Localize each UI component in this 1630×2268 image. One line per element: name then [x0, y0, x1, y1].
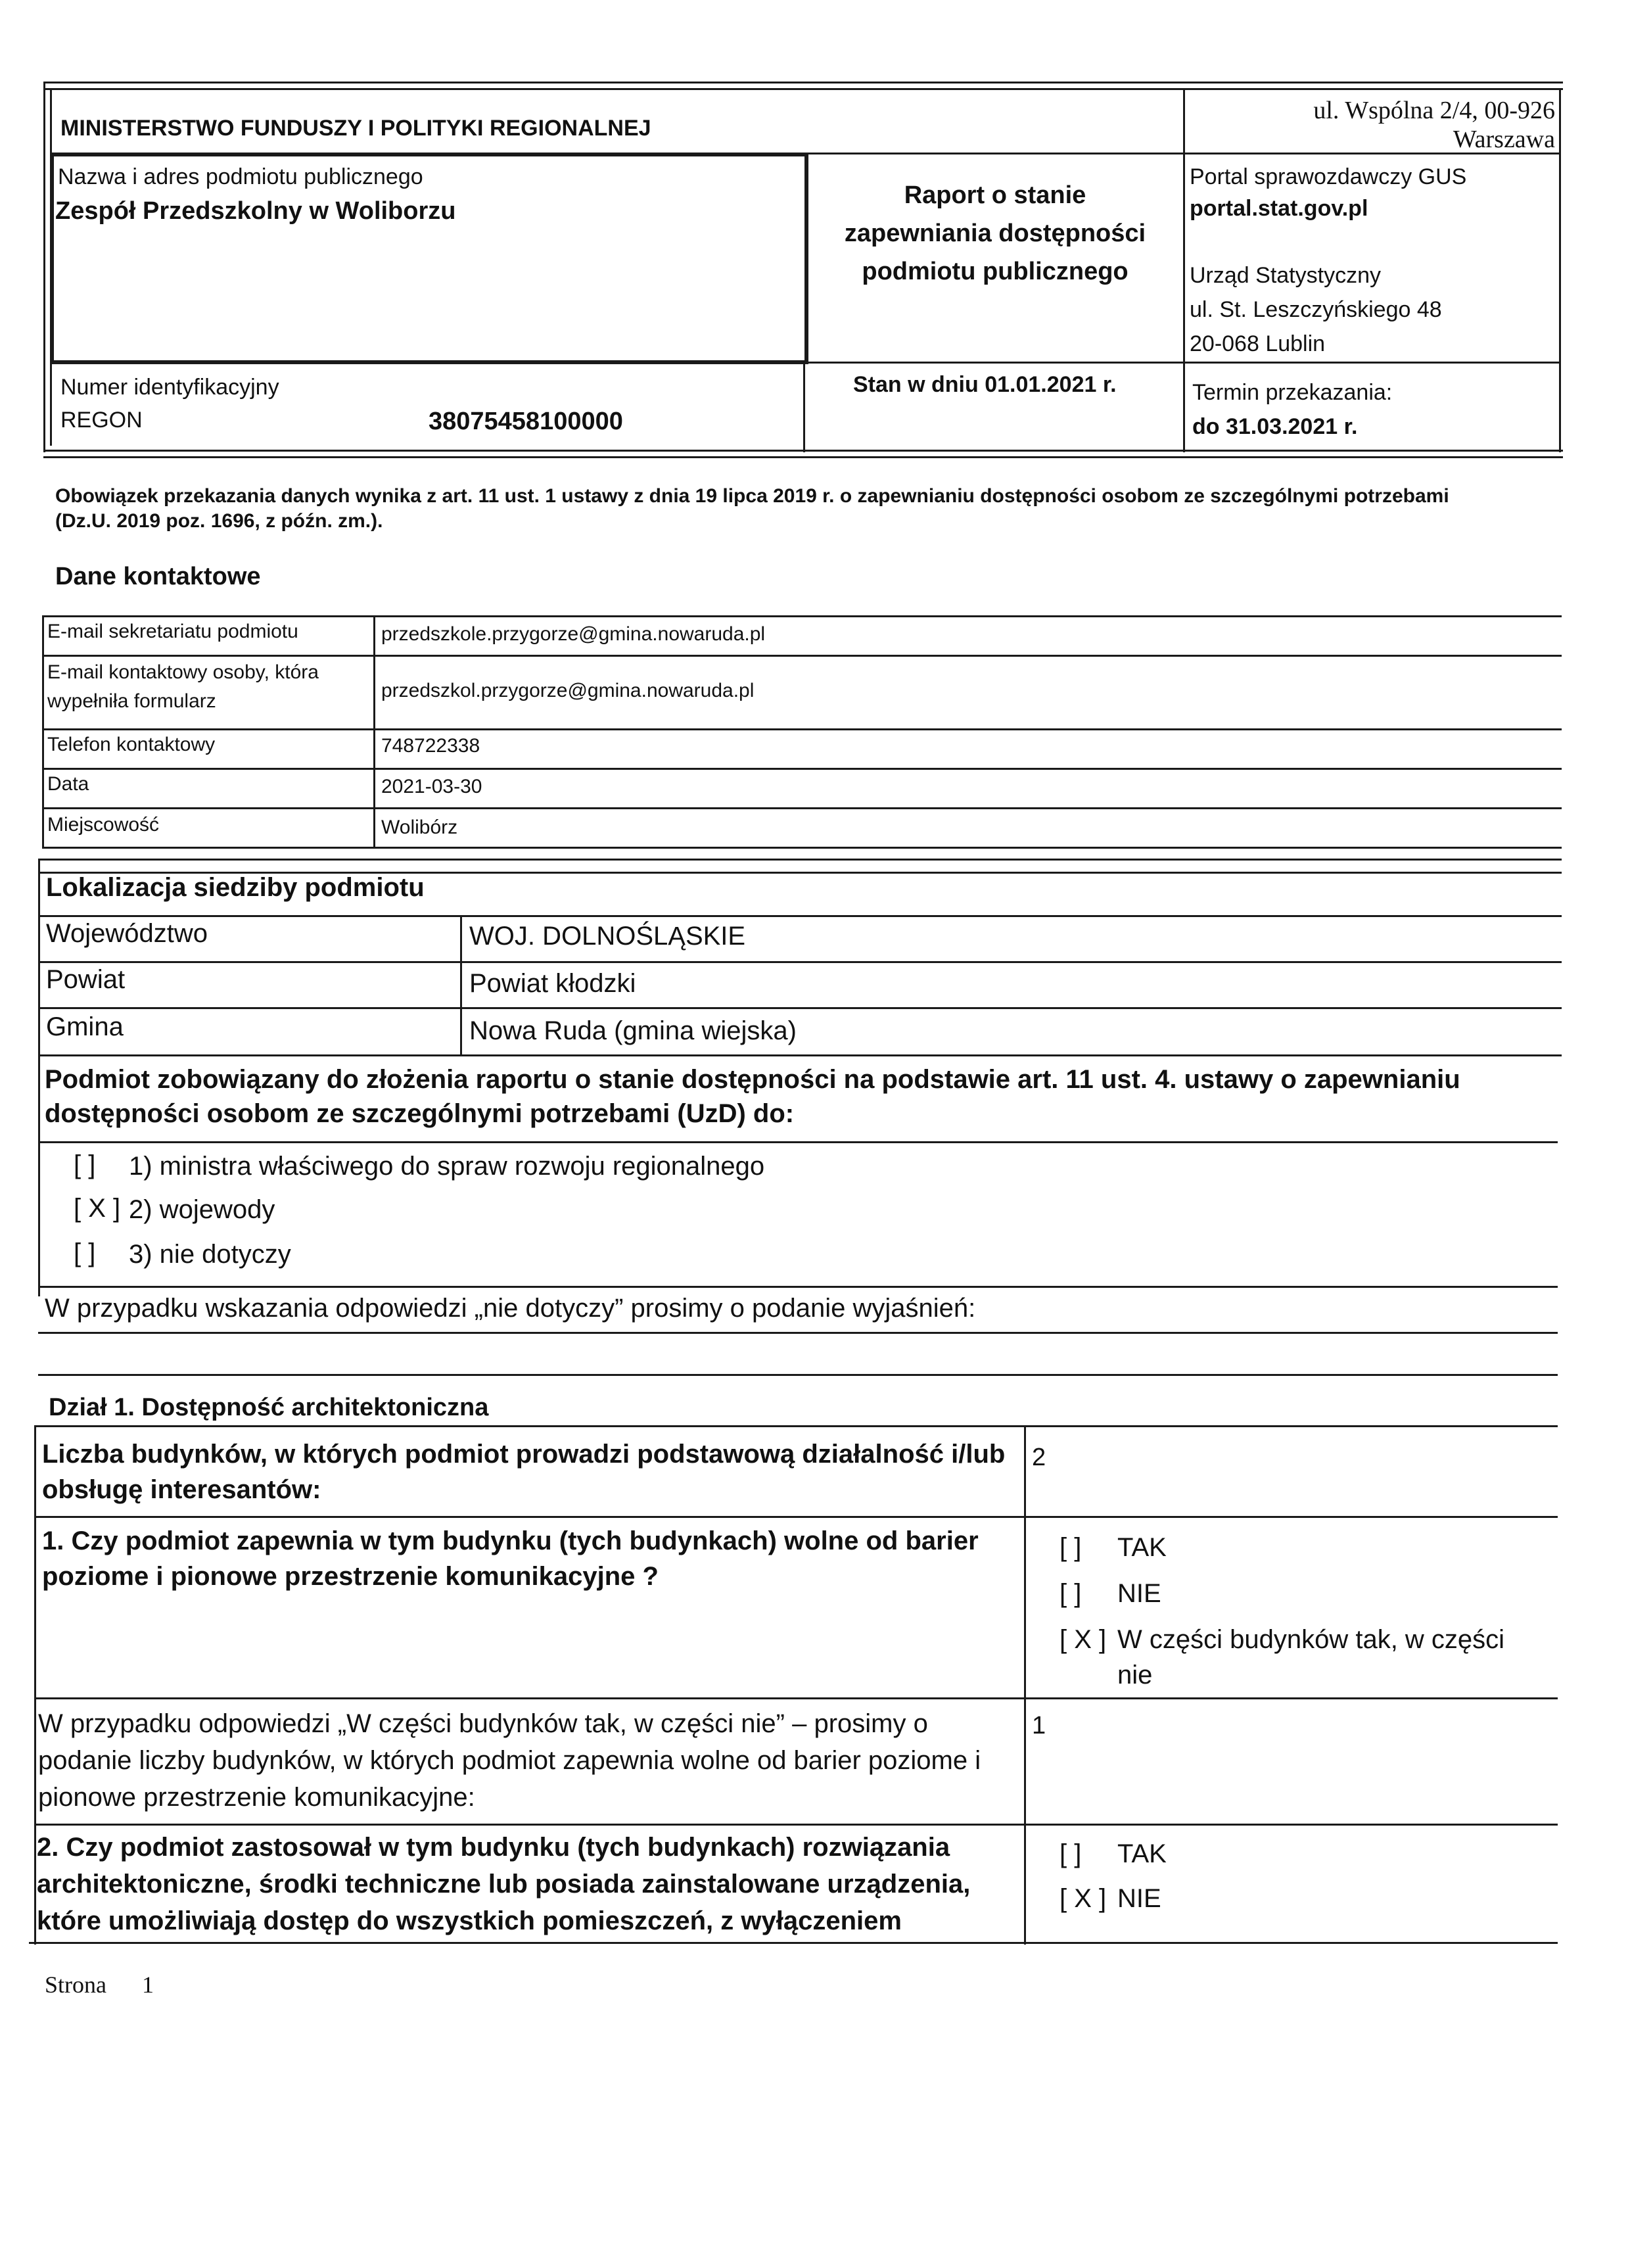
report-title-line3: podmiotu publicznego [862, 258, 1129, 285]
location-line [38, 859, 1562, 861]
location-line [38, 915, 1562, 917]
obligation-text-line1: Podmiot zobowiązany do złożenia raportu o stanie dostępności na podstawie art. 11 ust. 4. ustawy o zapewnianiu [45, 1065, 1460, 1094]
obligation-line [38, 1286, 1558, 1288]
q1-option-label: W części budynków tak, w części [1117, 1625, 1505, 1654]
q1-option-label-cont: nie [1117, 1661, 1153, 1689]
obligation-line [38, 1332, 1558, 1334]
header-left-border [43, 82, 45, 452]
location-value: WOJ. DOLNOŚLĄSKIE [469, 922, 746, 951]
contact-label: E-mail kontaktowy osoby, która [47, 661, 319, 683]
location-line [38, 1054, 1562, 1056]
contact-value: 2021-03-30 [381, 776, 482, 797]
partial-question-line2: podanie liczby budynków, w których podmiot zapewnia wolne od barier poziome i [38, 1746, 981, 1775]
buildings-question-line1: Liczba budynków, w których podmiot prowadzi podstawową działalność i/lub [42, 1440, 1006, 1469]
location-value: Powiat kłodzki [469, 969, 636, 998]
page-label: Strona [45, 1972, 106, 1998]
partial-question-line3: pionowe przestrzenie komunikacyjne: [38, 1783, 475, 1812]
contact-label: Telefon kontaktowy [47, 734, 216, 755]
entity-label: Nazwa i adres podmiotu publicznego [58, 164, 423, 189]
buildings-value: 2 [1032, 1444, 1046, 1471]
location-line [38, 1007, 1562, 1009]
section1-line [34, 1516, 1558, 1518]
contact-label: Miejscowość [47, 814, 160, 836]
q2-line3: które umożliwiają dostęp do wszystkich pomieszczeń, z wyłączeniem [37, 1906, 902, 1935]
q1-option-mark: [ X ] [1060, 1625, 1107, 1654]
contact-label: E-mail sekretariatu podmiotu [47, 621, 298, 642]
partial-value: 1 [1032, 1712, 1046, 1739]
regon-label: REGON [60, 408, 143, 433]
q2-option-mark: [ ] [1060, 1839, 1082, 1868]
location-label: Gmina [46, 1012, 124, 1041]
contact-line [42, 807, 1562, 809]
section1-line [34, 1697, 1558, 1699]
contact-value: przedszkole.przygorze@gmina.nowaruda.pl [381, 623, 766, 645]
buildings-question-line2: obsługę interesantów: [42, 1475, 321, 1504]
option-mark: [ ] [74, 1150, 96, 1179]
option-label: 1) ministra właściwego do spraw rozwoju regionalnego [129, 1152, 765, 1181]
contact-left-border [42, 615, 44, 849]
ministry-address-line1: ul. Wspólna 2/4, 00-926 [1313, 97, 1555, 124]
partial-question-line1: W przypadku odpowiedzi „W części budynków tak, w części nie” – prosimy o [38, 1709, 928, 1738]
legal-note-line2: (Dz.U. 2019 poz. 1696, z późn. zm.). [55, 510, 383, 532]
contact-value: 748722338 [381, 735, 480, 757]
contact-line [42, 655, 1562, 657]
office-line3: 20-068 Lublin [1190, 331, 1326, 356]
explain-prompt: W przypadku wskazania odpowiedzi „nie dotyczy” prosimy o podanie wyjaśnień: [45, 1294, 976, 1323]
q2-option-label: TAK [1117, 1839, 1167, 1868]
explanation-field[interactable] [45, 1336, 1550, 1371]
location-label: Województwo [46, 919, 208, 948]
report-title-line2: zapewniania dostępności [844, 220, 1146, 247]
deadline-value: do 31.03.2021 r. [1192, 414, 1358, 439]
q1-line1: 1. Czy podmiot zapewnia w tym budynku (tych budynkach) wolne od barier [42, 1526, 979, 1555]
contact-line [42, 615, 1562, 617]
contact-heading: Dane kontaktowe [55, 563, 261, 590]
contact-column-divider [373, 615, 375, 849]
location-label: Powiat [46, 965, 126, 994]
contact-line [42, 847, 1562, 849]
q2-line1: 2. Czy podmiot zastosował w tym budynku (tych budynkach) rozwiązania [37, 1833, 950, 1862]
q2-line2: architektoniczne, środki techniczne lub posiada zainstalowane urządzenia, [37, 1870, 971, 1899]
option-label: 3) nie dotyczy [129, 1240, 291, 1269]
header-mid-border [803, 362, 805, 452]
section1-left-border [34, 1425, 36, 1945]
contact-value: Wolibórz [381, 816, 458, 838]
location-line [38, 961, 1562, 963]
report-title-line1: Raport o stanie [904, 181, 1086, 209]
section1-line [34, 1425, 1558, 1427]
office-line2: ul. St. Leszczyńskiego 48 [1190, 297, 1442, 322]
as-of-date: Stan w dniu 01.01.2021 r. [853, 372, 1117, 397]
id-label: Numer identyfikacyjny [60, 375, 279, 400]
section1-column-divider [1024, 1425, 1026, 1945]
q1-line2: poziome i pionowe przestrzenie komunikacyjne ? [42, 1562, 659, 1591]
q2-option-mark: [ X ] [1060, 1884, 1107, 1913]
obligation-text-line2: dostępności osobom ze szczególnymi potrzebami (UzD) do: [45, 1099, 795, 1128]
regon-value: 38075458100000 [429, 408, 623, 435]
obligation-line [38, 1374, 1558, 1376]
q1-option-mark: [ ] [1060, 1579, 1082, 1608]
q2-option-label: NIE [1117, 1884, 1161, 1913]
q1-option-label: NIE [1117, 1579, 1161, 1608]
legal-note-line1: Obowiązek przekazania danych wynika z art. 11 ust. 1 ustawy z dnia 19 lipca 2019 r. o zapewnianiu dostępności osobom ze szczególnymi potrzebami [55, 485, 1449, 507]
header-top-border [43, 82, 1563, 83]
location-heading: Lokalizacja siedziby podmiotu [46, 873, 425, 902]
section1-line [34, 1824, 1558, 1826]
portal-label: Portal sprawozdawczy GUS [1190, 164, 1467, 189]
header-address-column-border [1183, 88, 1185, 452]
location-column-divider [460, 915, 462, 1054]
report-title [812, 176, 1178, 291]
entity-name: Zespół Przedszkolny w Woliborzu [55, 197, 456, 225]
ministry-address-line2: Warszawa [1453, 126, 1555, 153]
section1-line [29, 1942, 1558, 1944]
contact-line [42, 728, 1562, 730]
header-top-border-inner [43, 88, 1563, 90]
location-left-border [38, 859, 40, 1296]
ministry-name: MINISTERSTWO FUNDUSZY I POLITYKI REGIONALNEJ [60, 116, 651, 141]
page-number: 1 [142, 1972, 154, 1998]
location-value: Nowa Ruda (gmina wiejska) [469, 1016, 797, 1045]
option-mark: [ X ] [74, 1194, 121, 1223]
portal-url: portal.stat.gov.pl [1190, 196, 1368, 221]
option-mark: [ ] [74, 1239, 96, 1267]
section1-heading: Dział 1. Dostępność architektoniczna [49, 1394, 489, 1421]
deadline-label: Termin przekazania: [1192, 380, 1393, 405]
header-bottom-row-line [808, 362, 1559, 364]
contact-label: Data [47, 773, 89, 795]
contact-line [42, 768, 1562, 770]
obligation-line [38, 1141, 1558, 1143]
contact-value: przedszkol.przygorze@gmina.nowaruda.pl [381, 680, 755, 701]
office-line1: Urząd Statystyczny [1190, 263, 1381, 288]
q1-option-mark: [ ] [1060, 1533, 1082, 1562]
option-label: 2) wojewody [129, 1195, 275, 1224]
header-bottom-border-2 [43, 456, 1563, 458]
contact-label: wypełniła formularz [47, 690, 216, 712]
q1-option-label: TAK [1117, 1533, 1167, 1562]
header-right-border [1559, 88, 1561, 452]
